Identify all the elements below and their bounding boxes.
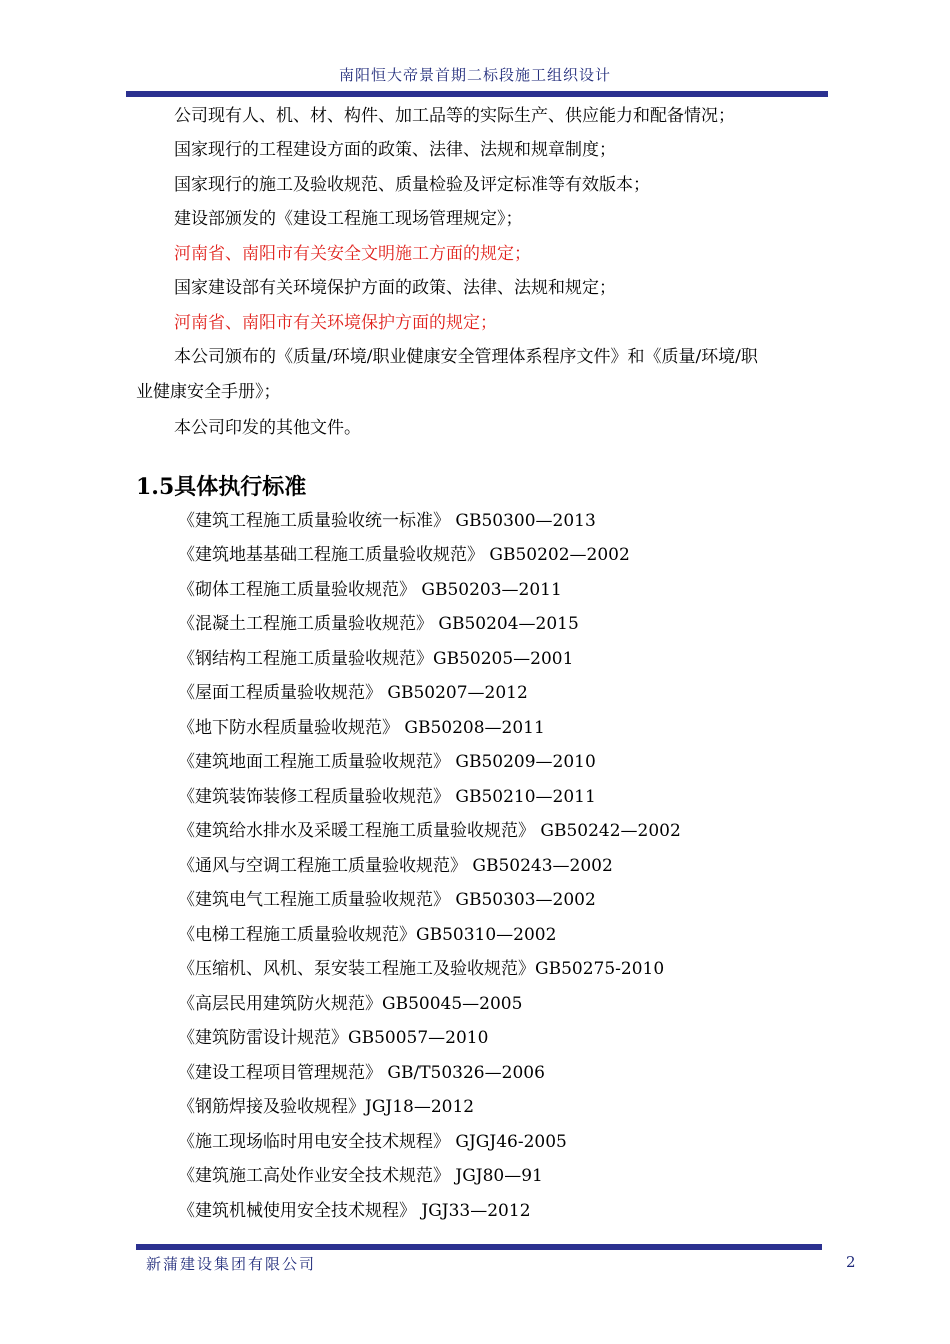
standard-item: 《建设工程项目管理规范》 GB/T50326—2006 (178, 1063, 545, 1083)
page-number: 2 (846, 1253, 856, 1271)
standard-item: 《电梯工程施工质量验收规范》GB50310—2002 (178, 925, 557, 945)
standard-item: 《建筑装饰装修工程质量验收规范》 GB50210—2011 (178, 787, 596, 807)
standard-item: 《施工现场临时用电安全技术规程》 GJGJ46-2005 (178, 1132, 567, 1152)
standard-item: 《钢筋焊接及验收规程》JGJ18—2012 (178, 1097, 475, 1117)
paragraph: 国家现行的施工及验收规范、质量检验及评定标准等有效版本； (174, 175, 650, 195)
standard-item: 《建筑工程施工质量验收统一标准》 GB50300—2013 (178, 511, 596, 531)
section-heading: 1.5具体执行标准 (136, 474, 307, 500)
standard-item: 《地下防水程质量验收规范》 GB50208—2011 (178, 718, 545, 738)
footer-rule (136, 1244, 822, 1250)
standard-item: 《建筑防雷设计规范》GB50057—2010 (178, 1028, 489, 1048)
paragraph-highlighted: 河南省、南阳市有关安全文明施工方面的规定； (174, 244, 531, 264)
paragraph: 本公司印发的其他文件。 (174, 418, 361, 438)
paragraph: 国家现行的工程建设方面的政策、法律、法规和规章制度； (174, 140, 616, 160)
standard-item: 《屋面工程质量验收规范》 GB50207—2012 (178, 683, 528, 703)
standard-item: 《建筑施工高处作业安全技术规范》 JGJ80—91 (178, 1166, 543, 1186)
standard-item: 《高层民用建筑防火规范》GB50045—2005 (178, 994, 523, 1014)
footer-company: 新蒲建设集团有限公司 (146, 1255, 317, 1273)
standard-item: 《建筑机械使用安全技术规程》 JGJ33—2012 (178, 1201, 531, 1221)
standard-item: 《建筑地基基础工程施工质量验收规范》 GB50202—2002 (178, 545, 630, 565)
paragraph-line: 本公司颁布的《质量/环境/职业健康安全管理体系程序文件》和《质量/环境/职 (174, 347, 758, 367)
header-title: 南阳恒大帝景首期二标段施工组织设计 (338, 66, 611, 84)
standard-item: 《通风与空调工程施工质量验收规范》 GB50243—2002 (178, 856, 613, 876)
standard-item: 《建筑地面工程施工质量验收规范》 GB50209—2010 (178, 752, 596, 772)
paragraph: 公司现有人、机、材、构件、加工品等的实际生产、供应能力和配备情况； (174, 106, 735, 126)
header-rule (126, 91, 828, 97)
standard-item: 《压缩机、风机、泵安装工程施工及验收规范》GB50275-2010 (178, 959, 665, 979)
paragraph-highlighted: 河南省、南阳市有关环境保护方面的规定； (174, 313, 497, 333)
paragraph: 国家建设部有关环境保护方面的政策、法律、法规和规定； (174, 278, 616, 298)
standard-item: 《建筑电气工程施工质量验收规范》 GB50303—2002 (178, 890, 596, 910)
standard-item: 《建筑给水排水及采暖工程施工质量验收规范》 GB50242—2002 (178, 821, 681, 841)
paragraph: 建设部颁发的《建设工程施工现场管理规定》； (174, 209, 523, 229)
standard-item: 《钢结构工程施工质量验收规范》GB50205—2001 (178, 649, 574, 669)
standard-item: 《混凝土工程施工质量验收规范》 GB50204—2015 (178, 614, 579, 634)
paragraph-line: 业健康安全手册》； (136, 382, 281, 402)
standard-item: 《砌体工程施工质量验收规范》 GB50203—2011 (178, 580, 562, 600)
